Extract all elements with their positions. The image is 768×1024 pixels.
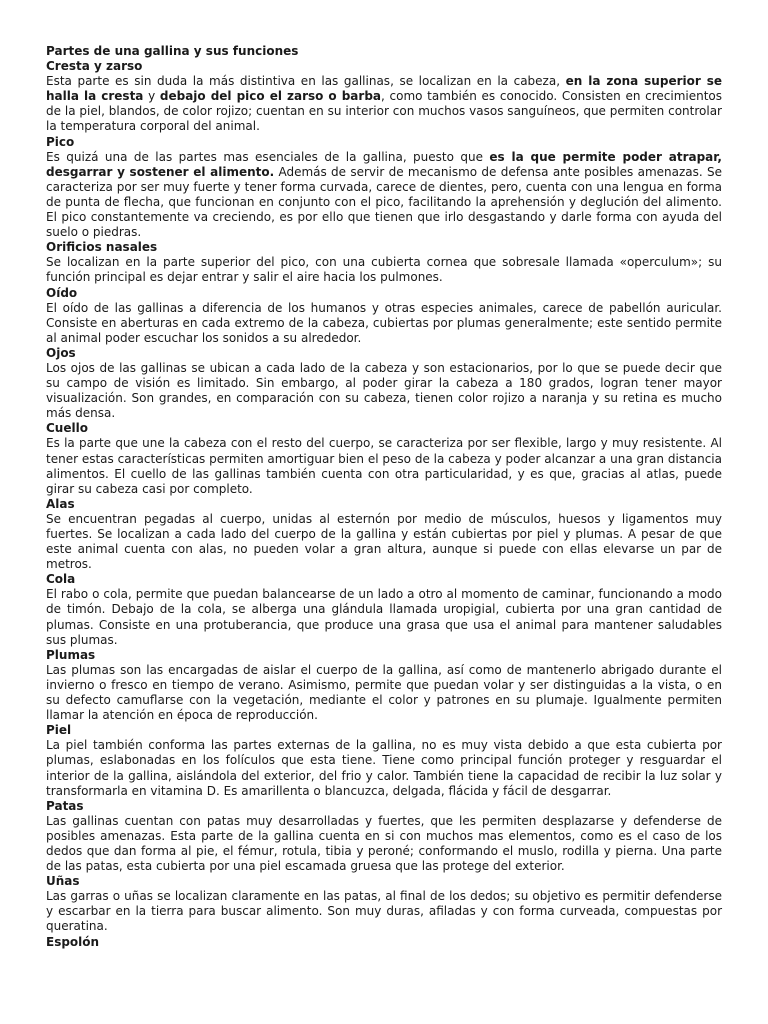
section-heading: Cola	[46, 572, 76, 587]
text-segment: , como también es conocido. Consisten en crecimientos de la piel, blandos, de color rojizo; cuentan en su interior con muchos vasos sanguíneos, que permiten controlar la temperatura corporal del animal.	[46, 89, 723, 134]
section-heading: Plumas	[46, 647, 96, 662]
text-segment: y	[143, 89, 160, 104]
document-page	[46, 44, 722, 950]
section-paragraph	[46, 361, 722, 421]
section-heading: Pico	[46, 134, 75, 149]
section-paragraph	[46, 814, 722, 874]
document-title: Partes de una gallina y sus funciones	[46, 44, 299, 58]
text-segment: Las gallinas cuentan con patas muy desarrolladas y fuertes, que les permiten desplazarse y defenderse de posibles amenazas. Esta parte de la gallina cuenta en si con muchos mas elementos, como es el caso de los dedos que dan forma al pie, el fémur, rotula, tibia y peroné; conformando el muslo, rodilla y pierna. Una parte de las patas, esta cubierta por una piel escamada gruesa que las protege del exterior.	[46, 813, 722, 874]
text-segment: Es la parte que une la cabeza con el resto del cuerpo, se caracteriza por ser flexible, largo y muy resistente. Al tener estas características permiten amortiguar bien el peso de la cabeza y poder alcanzar a una gran distancia alimentos. El cuello de las gallinas también cuenta con otra particularidad, y es que, gracias al atlas, puede girar su cabeza casi por completo.	[46, 436, 722, 496]
section-heading: Espolón	[46, 934, 100, 949]
text-segment: El oído de las gallinas a diferencia de los humanos y otras especies animales, carece de pabellón auricular. Consiste en aberturas en cada extremo de la cabeza, cubiertas por plumas generalmente; este sentido permite al animal poder escuchar los sonidos a su alrededor.	[46, 300, 722, 345]
section-heading: Oído	[46, 285, 78, 300]
section-paragraph	[46, 512, 722, 572]
section-heading: Ojos	[46, 345, 76, 360]
section-paragraph	[46, 301, 722, 346]
text-segment: La piel también conforma las partes externas de la gallina, no es muy vista debido a que esta cubierta por plumas, eslabonadas en los folículos que esta tiene. Tiene como principal función proteger y resguardar el interior de la gallina, aislándola del exterior, del frio y calor. También tiene la capacidad de recibir la luz solar y transformarla en vitamina D. Es amarillenta o blancuzca, delgada, flácida y fácil de desgarrar.	[46, 738, 722, 798]
section-paragraph	[46, 738, 722, 798]
section-heading: Alas	[46, 496, 75, 511]
section-paragraph	[46, 663, 722, 723]
section-heading: Cuello	[46, 421, 88, 436]
bold-text-segment: debajo del pico el zarso o barba	[159, 89, 382, 104]
text-segment: Las plumas son las encargadas de aislar el cuerpo de la gallina, así como de mantenerlo abrigado durante el invierno o fresco en tiempo de verano. Asimismo, permite que puedan volar y ser distinguidas a la vista, o en su defecto camuflarse con la vegetación, mediante el color y patrones en su plumaje. Igualmente permiten llamar la atención en época de reproducción.	[46, 662, 722, 723]
text-segment: Esta parte es sin duda la más distintiva en las gallinas, se localizan en la cabeza,	[46, 74, 566, 89]
text-segment: Es quizá una de las partes mas esenciales de la gallina, puesto que	[46, 149, 490, 164]
text-segment: El rabo o cola, permite que puedan balancearse de un lado a otro al momento de caminar, funcionando a modo de timón. Debajo de la cola, se alberga una glándula llamada uropigial, cubierta por una gran cantidad de plumas. Consiste en una protuberancia, que produce una grasa que usa el animal para mantener saludables sus plumas.	[46, 587, 722, 647]
section-paragraph	[46, 436, 722, 496]
text-segment: Se encuentran pegadas al cuerpo, unidas al esternón por medio de músculos, huesos y ligamentos muy fuertes. Se localizan a cada lado del cuerpo de la gallina y están cubiertas por piel y plumas. A pesar de que este animal cuenta con alas, no pueden volar a gran altura, aunque si puede con ellas elevarse un par de metros.	[46, 511, 722, 572]
text-segment: Los ojos de las gallinas se ubican a cada lado de la cabeza y son estacionarios, por lo que se puede decir que su campo de visión es limitado. Sin embargo, al poder girar la cabeza a 180 grados, logran tener mayor visualización. Son grandes, en comparación con su cabeza, tienen color rojizo a naranja y su retina es mucho más densa.	[46, 360, 722, 421]
section-paragraph	[46, 150, 722, 241]
sections-container	[46, 59, 722, 950]
bold-text-segment: en la zona superior se halla la cresta	[46, 74, 722, 104]
section-heading: Patas	[46, 798, 84, 813]
text-segment: Se localizan en la parte superior del pico, con una cubierta cornea que sobresale llamada «operculum»; su función principal es dejar entrar y salir el aire hacia los pulmones.	[46, 255, 722, 285]
bold-text-segment: es la que permite poder atrapar, desgarrar y sostener el alimento.	[46, 149, 722, 179]
section-paragraph	[46, 587, 722, 647]
section-paragraph	[46, 889, 722, 934]
section-heading: Uñas	[46, 874, 80, 889]
section-heading: Piel	[46, 723, 72, 738]
section-paragraph	[46, 255, 722, 285]
text-segment: Además de servir de mecanismo de defensa ante posibles amenazas. Se caracteriza por ser muy fuerte y tener forma curvada, carece de dientes, pero, cuenta con una lengua en forma de punta de flecha, que funcionan en conjunto con el pico, facilitando la aprehensión y deglución del alimento. El pico constantemente va creciendo, es por ello que tienen que irlo desgastando y darle forma con ayuda del suelo o piedras.	[46, 164, 722, 240]
section-paragraph	[46, 74, 722, 134]
section-heading: Orificios nasales	[46, 240, 158, 255]
section-heading: Cresta y zarso	[46, 59, 143, 74]
text-segment: Las garras o uñas se localizan claramente en las patas, al final de los dedos; su objetivo es permitir defenderse y escarbar en la tierra para buscar alimento. Son muy duras, afiladas y con forma curveada, compuestas por queratina.	[46, 889, 722, 934]
